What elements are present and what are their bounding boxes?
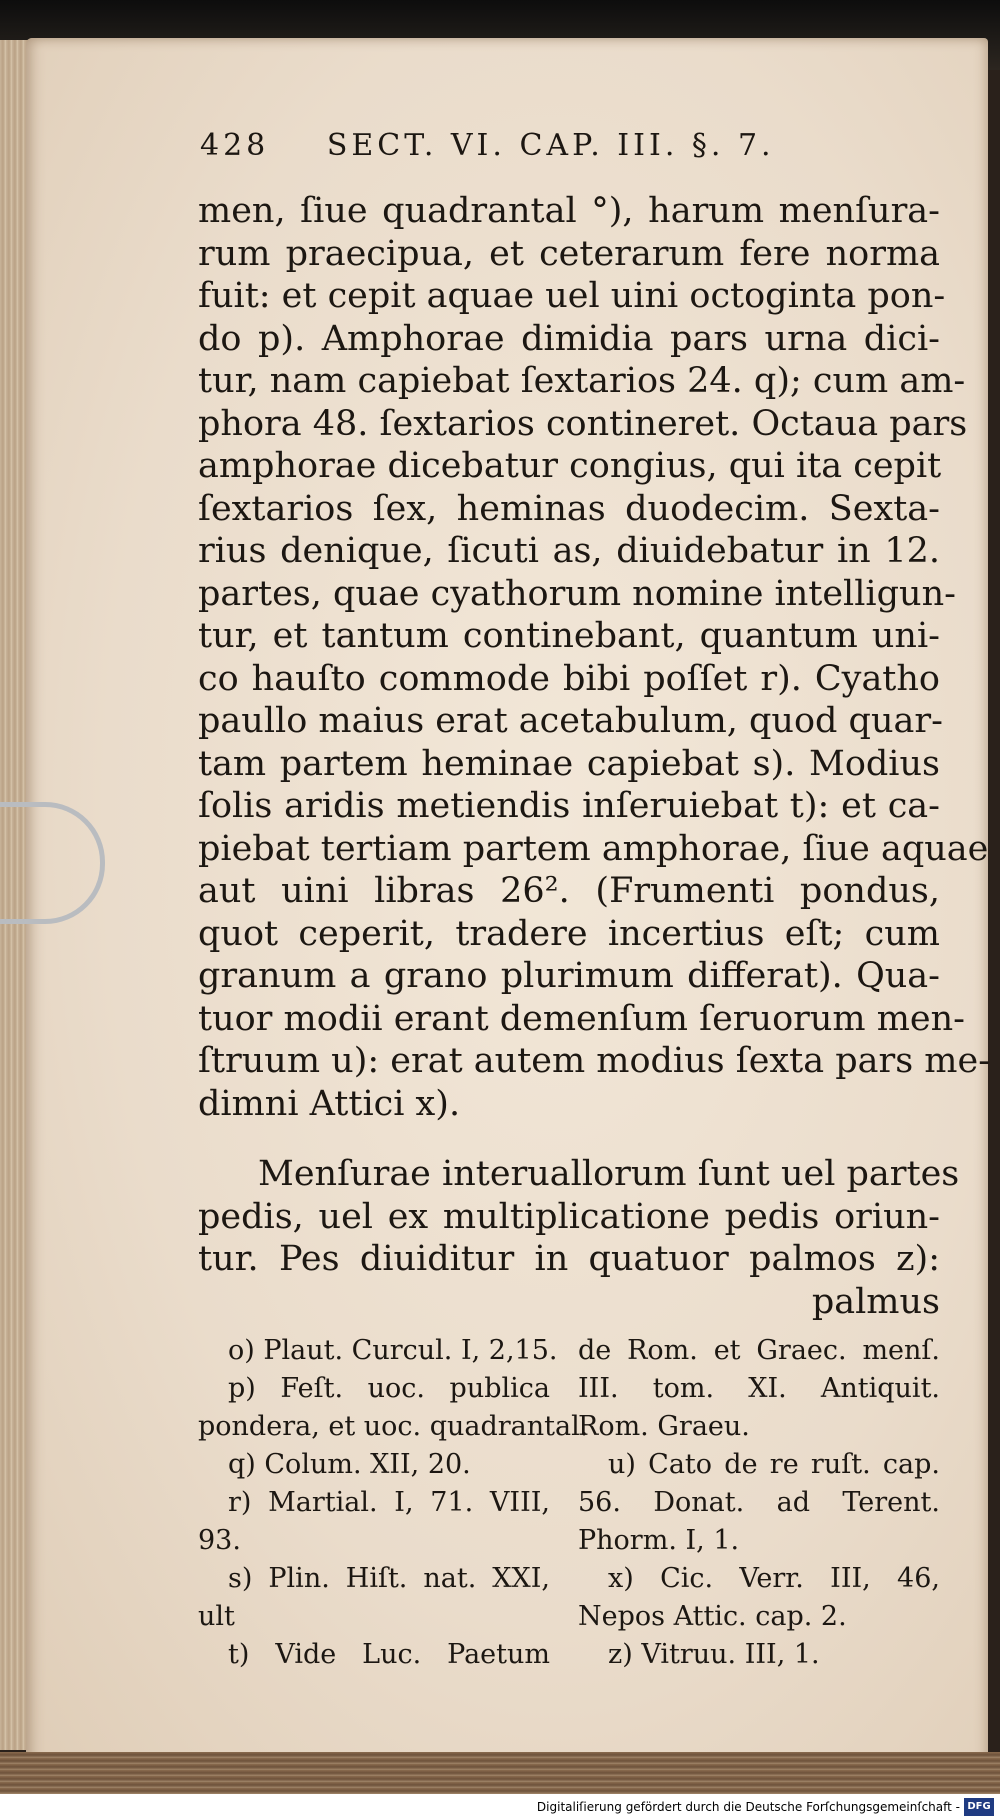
digitization-credit: Digitaliſierung gefördert durch die Deutsche Forſchungsgemeinſchaft -	[536, 1800, 960, 1814]
text-line: amphorae dicebatur congius, qui ita cepit	[198, 446, 942, 486]
text-line: pedis, uel ex multiplicatione pedis oriun-	[198, 1196, 940, 1237]
footnote-line: de Rom. et Graec. menſ.	[578, 1335, 940, 1366]
footnote-line: z) Vitruu. III, 1.	[608, 1639, 820, 1670]
footnote-line: s) Plin. Hiſt. nat. XXI,	[228, 1563, 550, 1594]
footnote-line: q) Colum. XII, 20.	[228, 1449, 471, 1480]
catchword: palmus	[811, 1281, 940, 1322]
footnote-line: Phorm. I, 1.	[578, 1525, 740, 1556]
text-line: piebat tertiam partem amphorae, ſiue aquae	[198, 828, 989, 869]
footnote-line: x) Cic. Verr. III, 46,	[608, 1563, 940, 1594]
text-line: quot ceperit, tradere incertius eſt; cum	[198, 913, 940, 954]
text-line: dimni Attici x).	[198, 1083, 461, 1124]
text-line: tur. Pes diuiditur in quatuor palmos z):	[198, 1239, 940, 1279]
footnote-line: III. tom. XI. Antiquit.	[578, 1373, 940, 1404]
text-line: tur, nam capiebat ſextarios 24. q); cum am-	[198, 361, 966, 401]
footnote-line: Nepos Attic. cap. 2.	[578, 1601, 847, 1632]
section-heading: SECT. VI. CAP. III. §. 7.	[326, 128, 775, 163]
dfg-logo: DFG	[964, 1798, 994, 1816]
text-line: phora 48. ſextarios contineret. Octaua pars	[198, 403, 968, 444]
page-number: 428	[200, 128, 270, 163]
text-line: ſextarios ſex, heminas duodecim. Sexta-	[198, 488, 940, 529]
main-text	[198, 190, 991, 1323]
footnote-line: p) Feſt. uoc. publica	[228, 1373, 550, 1404]
footnote-line: r) Martial. I, 71. VIII,	[228, 1487, 550, 1518]
text-line: do p). Amphorae dimidia pars urna dici-	[198, 318, 940, 359]
text-line: fuit: et cepit aquae uel uini octoginta pon-	[198, 276, 946, 316]
footnote-line: u) Cato de re ruſt. cap.	[608, 1449, 940, 1480]
text-line: rius denique, ſicuti as, diuidebatur in 12.	[198, 531, 940, 571]
text-line: rum praecipua, et ceterarum fere norma	[198, 233, 940, 274]
text-line: paullo maius erat acetabulum, quod quar-	[198, 701, 943, 741]
text-line: ſtruum u): erat autem modius ſexta pars me-	[198, 1041, 991, 1081]
footnote-line: pondera, et uoc. quadrantal.	[198, 1411, 589, 1442]
text-line: tam partem heminae capiebat s). Modius	[198, 743, 940, 784]
footnote-line: o) Plaut. Curcul. I, 2,15.	[228, 1335, 558, 1366]
footnotes-left-column	[198, 1332, 589, 1674]
footnote-line: t) Vide Luc. Paetum	[228, 1639, 550, 1670]
text-line: tur, et tantum continebant, quantum uni-	[198, 616, 940, 656]
running-head	[200, 128, 820, 163]
text-line: co hauſto commode bibi poſſet r). Cyatho	[198, 658, 940, 699]
paragraph-gap	[198, 1125, 940, 1153]
footnote-line: Rom. Graeu.	[578, 1411, 750, 1442]
text-line: partes, quae cyathorum nomine intelligun-	[198, 573, 956, 614]
text-line: granum a grano plurimum differat). Qua-	[198, 956, 940, 996]
book-bottom-edge	[0, 1752, 1000, 1794]
footnote-line: 93.	[198, 1525, 241, 1556]
footnotes-right-column	[578, 1332, 940, 1674]
text-line: aut uini libras 26². (Frumenti pondus,	[198, 871, 940, 911]
text-line: tuor modii erant demenſum ſeruorum men-	[198, 998, 965, 1039]
footnote-line: 56. Donat. ad Terent.	[578, 1487, 940, 1518]
text-line: Menſurae interuallorum ſunt uel partes	[258, 1154, 960, 1194]
text-line: ſolis aridis metiendis inſeruiebat t): et ca-	[198, 786, 940, 826]
footnote-line: ult	[198, 1601, 235, 1632]
text-line: men, ſiue quadrantal °), harum menſura-	[198, 191, 940, 231]
